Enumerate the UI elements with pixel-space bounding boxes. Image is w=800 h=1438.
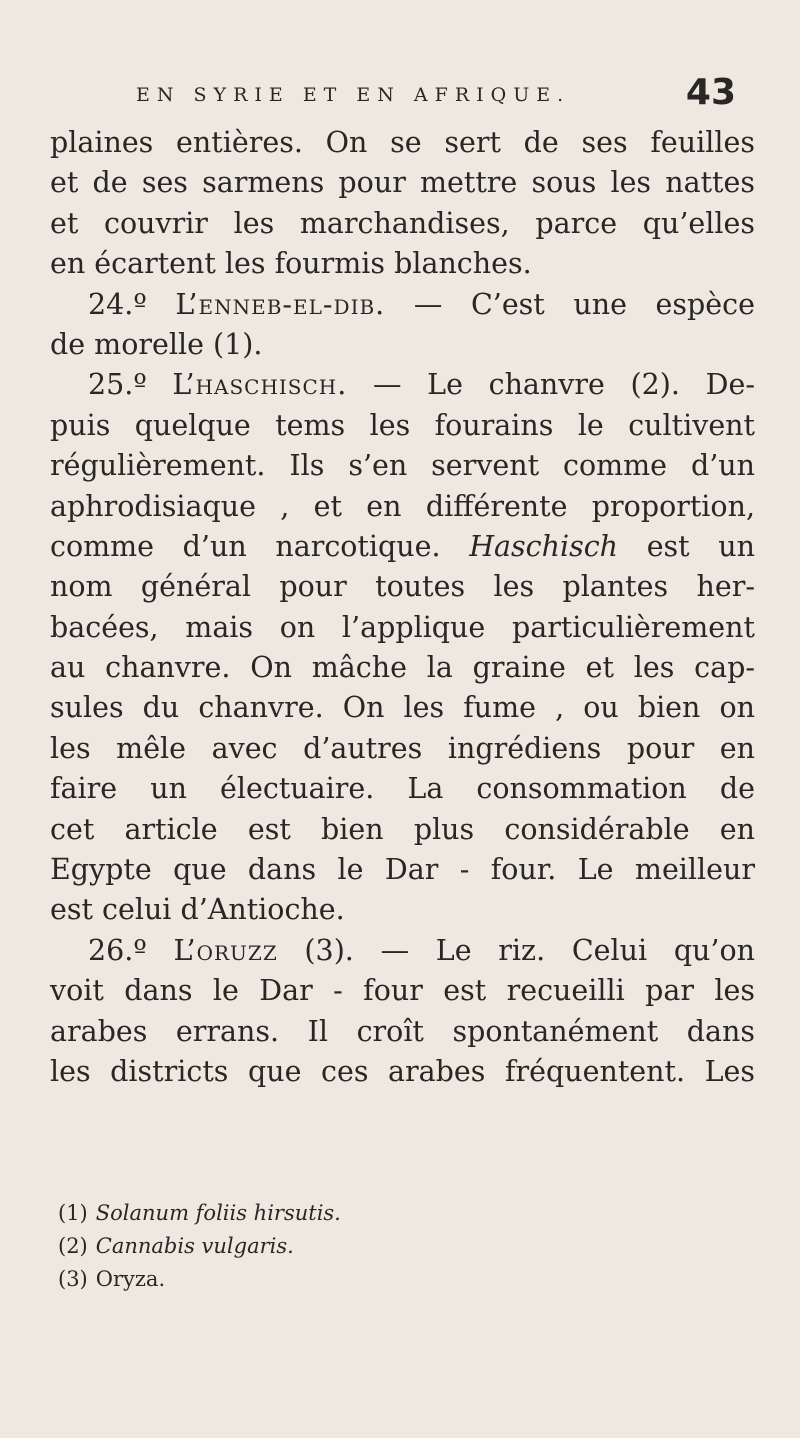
footnote-3 <box>58 1263 658 1296</box>
entry-term: L’oruzz <box>173 933 278 967</box>
entry-number: 26.º <box>88 933 174 967</box>
text-line: bacées, mais on l’applique particulièrement <box>50 610 755 644</box>
text-line: au chanvre. On mâche la graine et les cap- <box>50 651 755 685</box>
text-line: régulièrement. Ils s’en servent comme d’un <box>50 449 755 483</box>
text-line: sules du chanvre. On les fume , ou bien on <box>50 691 755 725</box>
text-line: nom général pour toutes les plantes her- <box>50 570 755 604</box>
text-line: puis quelque tems les fourains le cultivent <box>50 408 755 442</box>
entry-definition: (3). — Le riz. Celui qu’on <box>277 933 755 967</box>
text-segment: est un <box>618 529 755 563</box>
entry-25-heading <box>50 365 755 405</box>
text-line: de morelle (1). <box>50 327 263 361</box>
footnote-mark: (1) <box>58 1201 88 1225</box>
footnote-text: Solanum foliis hirsutis. <box>95 1201 341 1225</box>
text-line: les districts que ces arabes fréquentent. Les <box>50 1054 755 1088</box>
text-line: cet article est bien plus considérable en <box>50 812 755 846</box>
footnote-mark: (3) <box>58 1267 88 1291</box>
entry-number: 25.º <box>88 368 173 402</box>
text-line: arabes errans. Il croît spontanément dans <box>50 1014 755 1048</box>
text-line <box>50 527 755 567</box>
text-line: aphrodisiaque , et en différente proportion, <box>50 489 755 523</box>
text-segment: comme d’un narcotique. <box>50 529 470 563</box>
italic-term: Haschisch <box>469 529 619 563</box>
entry-number: 24.º <box>88 287 176 321</box>
footnote-text: Oryza. <box>95 1267 166 1291</box>
entry-term: L’enneb-el-dib. <box>175 287 386 321</box>
footnote-2 <box>58 1230 658 1263</box>
footnote-text: Cannabis vulgaris. <box>95 1234 294 1258</box>
footnote-mark: (2) <box>58 1234 88 1258</box>
entry-26-heading <box>50 931 755 971</box>
text-line: en écartent les fourmis blanches. <box>50 247 532 281</box>
entry-term: L’haschisch. <box>172 368 348 402</box>
text-line: les mêle avec d’autres ingrédiens pour en <box>50 731 755 765</box>
entry-definition: — C’est une espèce <box>385 287 755 321</box>
entry-definition: — Le chanvre (2). De- <box>347 368 755 402</box>
text-line: et de ses sarmens pour mettre sous les nattes <box>50 166 755 200</box>
text-line: Egypte que dans le Dar - four. Le meilleur <box>50 853 755 887</box>
text-line: voit dans le Dar - four est recueilli par les <box>50 974 755 1008</box>
text-line: est celui d’Antioche. <box>50 893 345 927</box>
text-line: plaines entières. On se sert de ses feuilles <box>50 126 755 159</box>
page-header <box>136 72 736 120</box>
body-text <box>50 123 755 1092</box>
running-head: EN SYRIE ET EN AFRIQUE. <box>136 84 571 106</box>
text-line: et couvrir les marchandises, parce qu’elles <box>50 206 755 240</box>
entry-24-heading <box>50 285 755 325</box>
page-number: 43 <box>685 72 736 113</box>
text-line: faire un électuaire. La consommation de <box>50 772 755 806</box>
footnote-1 <box>58 1197 658 1230</box>
footnotes <box>58 1197 658 1296</box>
